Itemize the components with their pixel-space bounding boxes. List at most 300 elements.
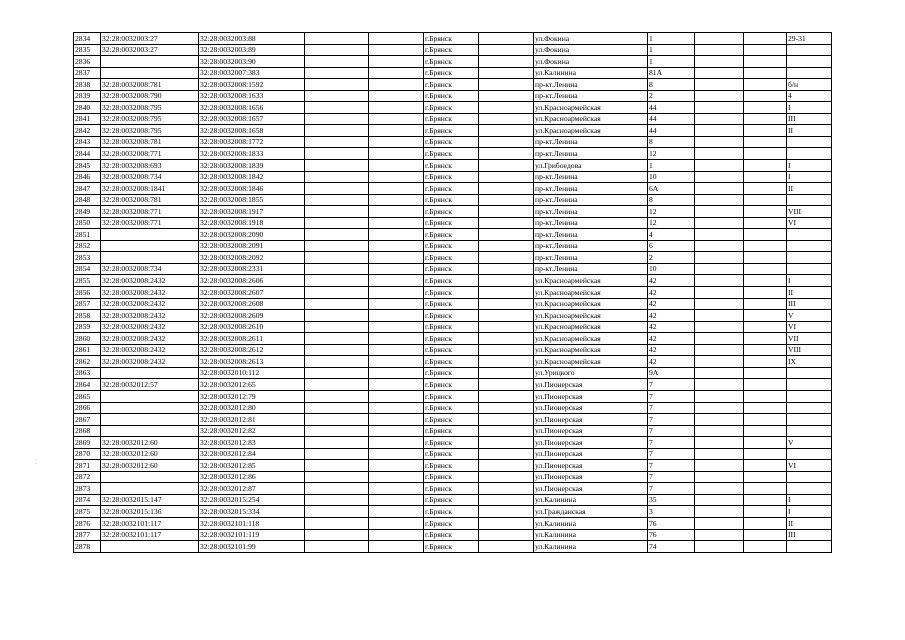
premises-number-cell: III	[787, 113, 832, 125]
cadastral-number-cell: 32:28:0032008:2613	[199, 356, 305, 368]
parent-cadastral-number-cell	[101, 402, 199, 414]
blank-cell-b	[369, 310, 424, 322]
blank-cell-e	[744, 44, 787, 56]
table-row	[74, 390, 832, 402]
blank-cell-d	[695, 56, 744, 68]
cadastral-number-cell: 32:28:0032007:383	[199, 67, 305, 79]
blank-cell-d	[695, 102, 744, 114]
house-number-cell: 42	[648, 333, 695, 345]
premises-number-cell	[787, 390, 832, 402]
premises-number-cell: I	[787, 494, 832, 506]
premises-number-cell: VIII	[787, 206, 832, 218]
parent-cadastral-number-cell: 32:28:0032008:795	[101, 102, 199, 114]
premises-number-cell: V	[787, 310, 832, 322]
cadastral-number-cell: 32:28:0032008:2607	[199, 287, 305, 299]
blank-cell-a	[305, 541, 369, 553]
blank-cell-b	[369, 541, 424, 553]
blank-cell-a	[305, 56, 369, 68]
row-number-cell: 2840	[74, 102, 101, 114]
blank-cell-a	[305, 287, 369, 299]
table-body	[74, 33, 832, 553]
blank-cell-d	[695, 425, 744, 437]
table-row	[74, 148, 832, 160]
blank-cell-c	[479, 310, 534, 322]
city-cell: г.Брянск	[424, 425, 479, 437]
house-number-cell: 12	[648, 217, 695, 229]
blank-cell-c	[479, 148, 534, 160]
row-number-cell: 2843	[74, 136, 101, 148]
street-cell: пр-кт.Ленина	[534, 252, 648, 264]
blank-cell-a	[305, 414, 369, 426]
blank-cell-b	[369, 160, 424, 172]
blank-cell-b	[369, 217, 424, 229]
city-cell: г.Брянск	[424, 344, 479, 356]
house-number-cell: 42	[648, 275, 695, 287]
cadastral-number-cell: 32:28:0032008:2606	[199, 275, 305, 287]
blank-cell-c	[479, 125, 534, 137]
blank-cell-b	[369, 136, 424, 148]
premises-number-cell: I	[787, 102, 832, 114]
house-number-cell: 12	[648, 206, 695, 218]
blank-cell-e	[744, 194, 787, 206]
blank-cell-e	[744, 56, 787, 68]
row-number-cell: 2872	[74, 471, 101, 483]
table-row	[74, 240, 832, 252]
blank-cell-a	[305, 402, 369, 414]
table-row	[74, 448, 832, 460]
blank-cell-d	[695, 506, 744, 518]
street-cell: ул.Фокина	[534, 44, 648, 56]
street-cell: ул.Калинина	[534, 529, 648, 541]
row-number-cell: 2869	[74, 437, 101, 449]
street-cell: пр-кт.Ленина	[534, 90, 648, 102]
house-number-cell: 1	[648, 160, 695, 172]
city-cell: г.Брянск	[424, 240, 479, 252]
city-cell: г.Брянск	[424, 529, 479, 541]
row-number-cell: 2851	[74, 229, 101, 241]
house-number-cell: 42	[648, 287, 695, 299]
blank-cell-e	[744, 471, 787, 483]
blank-cell-e	[744, 414, 787, 426]
premises-number-cell: б/н	[787, 79, 832, 91]
city-cell: г.Брянск	[424, 148, 479, 160]
blank-cell-d	[695, 79, 744, 91]
premises-number-cell	[787, 67, 832, 79]
row-number-cell: 2842	[74, 125, 101, 137]
table-row	[74, 437, 832, 449]
house-number-cell: 7	[648, 390, 695, 402]
premises-number-cell	[787, 414, 832, 426]
premises-number-cell	[787, 448, 832, 460]
blank-cell-a	[305, 33, 369, 45]
row-number-cell: 2846	[74, 171, 101, 183]
cadastral-number-cell: 32:28:0032008:1633	[199, 90, 305, 102]
parent-cadastral-number-cell: 32:28:0032008:734	[101, 263, 199, 275]
blank-cell-c	[479, 160, 534, 172]
blank-cell-c	[479, 287, 534, 299]
premises-number-cell: 4	[787, 90, 832, 102]
blank-cell-d	[695, 402, 744, 414]
premises-number-cell: I	[787, 171, 832, 183]
premises-number-cell: IX	[787, 356, 832, 368]
street-cell: ул.Красноармейская	[534, 125, 648, 137]
cadastral-number-cell: 32:28:0032003:90	[199, 56, 305, 68]
parent-cadastral-number-cell: 32:28:0032012:60	[101, 460, 199, 472]
row-number-cell: 2876	[74, 517, 101, 529]
blank-cell-a	[305, 460, 369, 472]
house-number-cell: 7	[648, 460, 695, 472]
blank-cell-d	[695, 310, 744, 322]
cadastral-number-cell: 32:28:0032008:1917	[199, 206, 305, 218]
city-cell: г.Брянск	[424, 367, 479, 379]
street-cell: ул.Гражданская	[534, 506, 648, 518]
city-cell: г.Брянск	[424, 252, 479, 264]
row-number-cell: 2849	[74, 206, 101, 218]
city-cell: г.Брянск	[424, 44, 479, 56]
table-row	[74, 460, 832, 472]
cadastral-number-cell: 32:28:0032003:89	[199, 44, 305, 56]
blank-cell-e	[744, 125, 787, 137]
street-cell: ул.Красноармейская	[534, 321, 648, 333]
table-row	[74, 263, 832, 275]
blank-cell-c	[479, 44, 534, 56]
row-number-cell: 2875	[74, 506, 101, 518]
parent-cadastral-number-cell: 32:28:0032008:795	[101, 125, 199, 137]
house-number-cell: 42	[648, 310, 695, 322]
row-number-cell: 2856	[74, 287, 101, 299]
parent-cadastral-number-cell: 32:28:0032008:781	[101, 136, 199, 148]
blank-cell-c	[479, 529, 534, 541]
house-number-cell: 44	[648, 113, 695, 125]
table-row	[74, 160, 832, 172]
parent-cadastral-number-cell: 32:28:0032008:771	[101, 148, 199, 160]
blank-cell-a	[305, 171, 369, 183]
blank-cell-d	[695, 67, 744, 79]
table-row	[74, 113, 832, 125]
row-number-cell: 2863	[74, 367, 101, 379]
blank-cell-a	[305, 160, 369, 172]
parent-cadastral-number-cell	[101, 367, 199, 379]
blank-cell-b	[369, 148, 424, 160]
premises-number-cell	[787, 402, 832, 414]
blank-cell-b	[369, 275, 424, 287]
blank-cell-d	[695, 344, 744, 356]
cadastral-number-cell: 32:28:0032012:82	[199, 425, 305, 437]
street-cell: пр-кт.Ленина	[534, 240, 648, 252]
premises-number-cell: I	[787, 160, 832, 172]
blank-cell-a	[305, 194, 369, 206]
blank-cell-d	[695, 136, 744, 148]
blank-cell-a	[305, 483, 369, 495]
house-number-cell: 12	[648, 148, 695, 160]
city-cell: г.Брянск	[424, 183, 479, 195]
parent-cadastral-number-cell: 32:28:0032008:771	[101, 206, 199, 218]
blank-cell-b	[369, 437, 424, 449]
parent-cadastral-number-cell: 32:28:0032008:2432	[101, 344, 199, 356]
premises-number-cell	[787, 240, 832, 252]
blank-cell-e	[744, 240, 787, 252]
house-number-cell: 2	[648, 252, 695, 264]
blank-cell-d	[695, 471, 744, 483]
cadastral-number-cell: 32:28:0032012:80	[199, 402, 305, 414]
parent-cadastral-number-cell: 32:28:0032008:771	[101, 217, 199, 229]
street-cell: ул.Пионерская	[534, 471, 648, 483]
blank-cell-d	[695, 494, 744, 506]
table-row	[74, 333, 832, 345]
cadastral-number-cell: 32:28:0032008:1656	[199, 102, 305, 114]
blank-cell-e	[744, 275, 787, 287]
blank-cell-c	[479, 541, 534, 553]
blank-cell-e	[744, 390, 787, 402]
parent-cadastral-number-cell	[101, 471, 199, 483]
blank-cell-c	[479, 517, 534, 529]
blank-cell-e	[744, 333, 787, 345]
city-cell: г.Брянск	[424, 321, 479, 333]
premises-number-cell	[787, 379, 832, 391]
parent-cadastral-number-cell	[101, 425, 199, 437]
table-row	[74, 494, 832, 506]
table-row	[74, 275, 832, 287]
blank-cell-b	[369, 102, 424, 114]
table-row	[74, 298, 832, 310]
parent-cadastral-number-cell: 32:28:0032008:2432	[101, 275, 199, 287]
blank-cell-a	[305, 229, 369, 241]
house-number-cell: 42	[648, 344, 695, 356]
blank-cell-e	[744, 298, 787, 310]
premises-number-cell	[787, 471, 832, 483]
house-number-cell: 7	[648, 437, 695, 449]
house-number-cell: 1	[648, 44, 695, 56]
house-number-cell: 7	[648, 448, 695, 460]
blank-cell-b	[369, 448, 424, 460]
blank-cell-a	[305, 125, 369, 137]
row-number-cell: 2865	[74, 390, 101, 402]
cadastral-number-cell: 32:28:0032008:1657	[199, 113, 305, 125]
parent-cadastral-number-cell: 32:28:0032012:60	[101, 437, 199, 449]
blank-cell-e	[744, 160, 787, 172]
cadastral-number-cell: 32:28:0032008:2092	[199, 252, 305, 264]
cadastral-number-cell: 32:28:0032008:2331	[199, 263, 305, 275]
table-row	[74, 471, 832, 483]
blank-cell-e	[744, 263, 787, 275]
parent-cadastral-number-cell	[101, 483, 199, 495]
house-number-cell: 7	[648, 425, 695, 437]
premises-number-cell	[787, 483, 832, 495]
blank-cell-c	[479, 194, 534, 206]
blank-cell-e	[744, 494, 787, 506]
premises-number-cell	[787, 252, 832, 264]
street-cell: ул.Пионерская	[534, 448, 648, 460]
table-row	[74, 379, 832, 391]
blank-cell-a	[305, 529, 369, 541]
blank-cell-b	[369, 183, 424, 195]
house-number-cell: 7	[648, 483, 695, 495]
row-number-cell: 2855	[74, 275, 101, 287]
blank-cell-b	[369, 321, 424, 333]
blank-cell-c	[479, 102, 534, 114]
blank-cell-d	[695, 321, 744, 333]
premises-number-cell: V	[787, 437, 832, 449]
house-number-cell: 44	[648, 102, 695, 114]
blank-cell-c	[479, 217, 534, 229]
cadastral-number-cell: 32:28:0032101:119	[199, 529, 305, 541]
blank-cell-a	[305, 136, 369, 148]
blank-cell-e	[744, 252, 787, 264]
row-number-cell: 2859	[74, 321, 101, 333]
street-cell: пр-кт.Ленина	[534, 171, 648, 183]
blank-cell-a	[305, 113, 369, 125]
blank-cell-c	[479, 425, 534, 437]
blank-cell-c	[479, 56, 534, 68]
row-number-cell: 2850	[74, 217, 101, 229]
city-cell: г.Брянск	[424, 113, 479, 125]
house-number-cell: 76	[648, 517, 695, 529]
blank-cell-b	[369, 517, 424, 529]
city-cell: г.Брянск	[424, 460, 479, 472]
blank-cell-a	[305, 263, 369, 275]
parent-cadastral-number-cell	[101, 414, 199, 426]
blank-cell-a	[305, 471, 369, 483]
blank-cell-a	[305, 494, 369, 506]
blank-cell-b	[369, 194, 424, 206]
street-cell: пр-кт.Ленина	[534, 194, 648, 206]
table-row	[74, 310, 832, 322]
cadastral-number-cell: 32:28:0032003:88	[199, 33, 305, 45]
parent-cadastral-number-cell: 32:28:0032015:136	[101, 506, 199, 518]
blank-cell-b	[369, 171, 424, 183]
cadastral-number-cell: 32:28:0032015:334	[199, 506, 305, 518]
blank-cell-a	[305, 252, 369, 264]
parent-cadastral-number-cell: 32:28:0032008:2432	[101, 333, 199, 345]
blank-cell-b	[369, 206, 424, 218]
blank-cell-b	[369, 90, 424, 102]
street-cell: ул.Урицкого	[534, 367, 648, 379]
blank-cell-d	[695, 298, 744, 310]
street-cell: ул.Красноармейская	[534, 102, 648, 114]
row-number-cell: 2836	[74, 56, 101, 68]
blank-cell-b	[369, 113, 424, 125]
blank-cell-c	[479, 437, 534, 449]
cadastral-number-cell: 32:28:0032010:112	[199, 367, 305, 379]
blank-cell-b	[369, 390, 424, 402]
house-number-cell: 76	[648, 529, 695, 541]
street-cell: пр-кт.Ленина	[534, 217, 648, 229]
street-cell: пр-кт.Ленина	[534, 136, 648, 148]
blank-cell-e	[744, 206, 787, 218]
blank-cell-c	[479, 367, 534, 379]
blank-cell-d	[695, 194, 744, 206]
parent-cadastral-number-cell: 32:28:0032008:2432	[101, 356, 199, 368]
cadastral-number-cell: 32:28:0032008:1592	[199, 79, 305, 91]
street-cell: ул.Пионерская	[534, 379, 648, 391]
blank-cell-b	[369, 252, 424, 264]
blank-cell-b	[369, 56, 424, 68]
house-number-cell: 8	[648, 79, 695, 91]
blank-cell-b	[369, 471, 424, 483]
blank-cell-c	[479, 414, 534, 426]
cadastral-number-cell: 32:28:0032008:2612	[199, 344, 305, 356]
row-number-cell: 2858	[74, 310, 101, 322]
table-row	[74, 33, 832, 45]
street-cell: ул.Красноармейская	[534, 275, 648, 287]
table-row	[74, 414, 832, 426]
blank-cell-b	[369, 529, 424, 541]
blank-cell-c	[479, 136, 534, 148]
blank-cell-d	[695, 390, 744, 402]
parent-cadastral-number-cell: 32:28:0032008:795	[101, 113, 199, 125]
table-row	[74, 321, 832, 333]
cadastral-number-cell: 32:28:0032008:1772	[199, 136, 305, 148]
row-number-cell: 2857	[74, 298, 101, 310]
premises-number-cell: II	[787, 287, 832, 299]
cadastral-number-cell: 32:28:0032008:2609	[199, 310, 305, 322]
blank-cell-e	[744, 79, 787, 91]
cadastral-number-cell: 32:28:0032008:1846	[199, 183, 305, 195]
blank-cell-c	[479, 321, 534, 333]
street-cell: пр-кт.Ленина	[534, 79, 648, 91]
city-cell: г.Брянск	[424, 56, 479, 68]
blank-cell-a	[305, 90, 369, 102]
cadastral-number-cell: 32:28:0032012:81	[199, 414, 305, 426]
house-number-cell: 35	[648, 494, 695, 506]
row-number-cell: 2871	[74, 460, 101, 472]
blank-cell-e	[744, 287, 787, 299]
blank-cell-a	[305, 310, 369, 322]
street-cell: ул.Красноармейская	[534, 333, 648, 345]
street-cell: ул.Пионерская	[534, 390, 648, 402]
blank-cell-e	[744, 67, 787, 79]
row-number-cell: 2866	[74, 402, 101, 414]
blank-cell-b	[369, 483, 424, 495]
blank-cell-e	[744, 541, 787, 553]
blank-cell-b	[369, 125, 424, 137]
table-row	[74, 517, 832, 529]
blank-cell-d	[695, 483, 744, 495]
blank-cell-a	[305, 79, 369, 91]
table-row	[74, 483, 832, 495]
premises-number-cell: II	[787, 125, 832, 137]
city-cell: г.Брянск	[424, 136, 479, 148]
blank-cell-c	[479, 460, 534, 472]
table-row	[74, 252, 832, 264]
cadastral-number-cell: 32:28:0032008:1855	[199, 194, 305, 206]
city-cell: г.Брянск	[424, 517, 479, 529]
street-cell: ул.Пионерская	[534, 414, 648, 426]
row-number-cell: 2852	[74, 240, 101, 252]
blank-cell-d	[695, 275, 744, 287]
house-number-cell: 1	[648, 33, 695, 45]
blank-cell-b	[369, 425, 424, 437]
row-number-cell: 2860	[74, 333, 101, 345]
city-cell: г.Брянск	[424, 160, 479, 172]
blank-cell-d	[695, 541, 744, 553]
table-row	[74, 356, 832, 368]
blank-cell-a	[305, 437, 369, 449]
row-number-cell: 2864	[74, 379, 101, 391]
table-row	[74, 79, 832, 91]
cadastral-number-cell: 32:28:0032015:254	[199, 494, 305, 506]
blank-cell-e	[744, 102, 787, 114]
table-row	[74, 171, 832, 183]
cadastral-number-cell: 32:28:0032008:2090	[199, 229, 305, 241]
premises-number-cell: VII	[787, 333, 832, 345]
street-cell: ул.Калинина	[534, 541, 648, 553]
cadastral-number-cell: 32:28:0032008:1839	[199, 160, 305, 172]
house-number-cell: 2	[648, 90, 695, 102]
blank-cell-a	[305, 321, 369, 333]
street-cell: ул.Фокина	[534, 33, 648, 45]
parent-cadastral-number-cell: 32:28:0032008:781	[101, 79, 199, 91]
